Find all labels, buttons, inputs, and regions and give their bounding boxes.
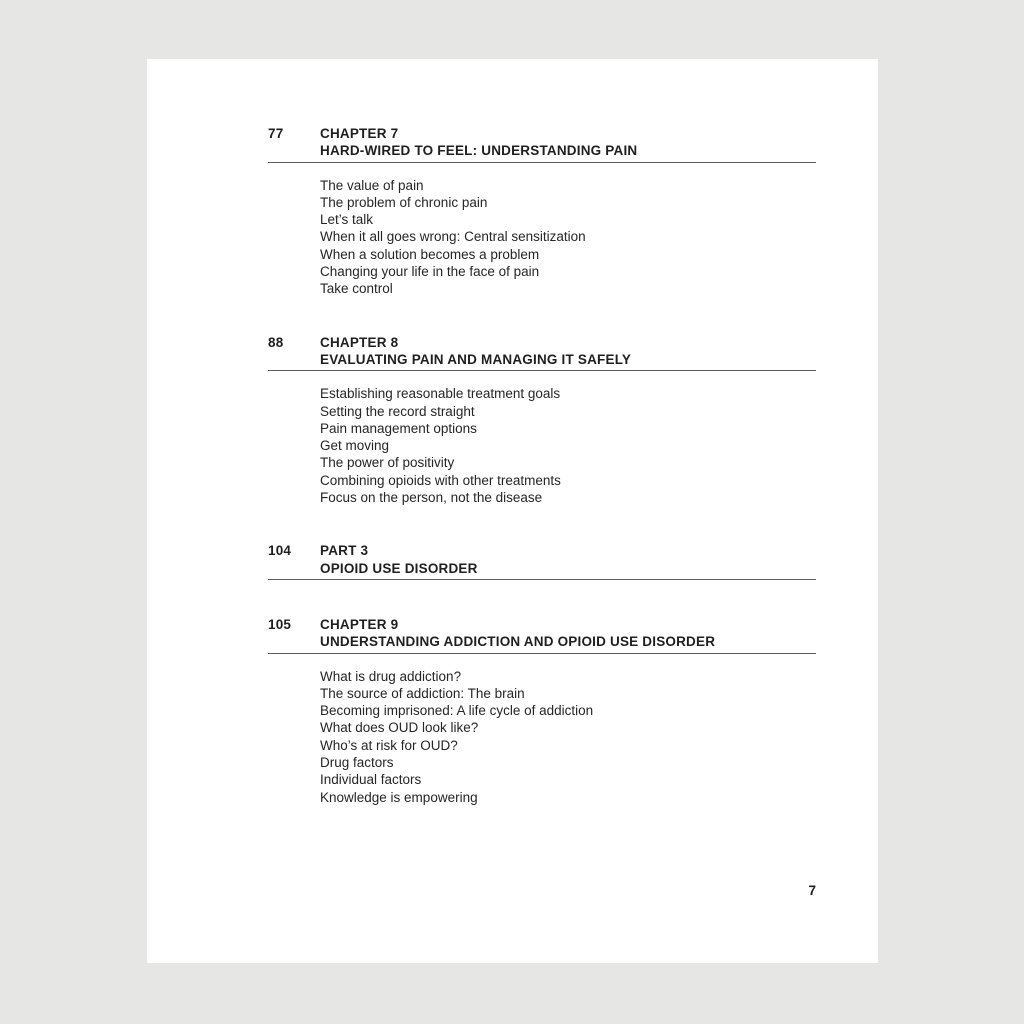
section-item-list <box>320 385 816 506</box>
book-page <box>147 59 878 963</box>
toc-section-chapter-7 <box>268 125 816 298</box>
chapter-page-number: 88 <box>268 334 284 350</box>
folio-page-number: 7 <box>808 883 816 898</box>
chapter-page-number: 77 <box>268 126 284 141</box>
chapter-title <box>320 334 816 369</box>
toc-section-part-3 <box>268 542 816 580</box>
toc-item: What is drug addiction? <box>320 668 462 684</box>
section-item-list <box>320 668 816 806</box>
toc-item: The problem of chronic pain <box>320 194 488 210</box>
chapter-label: CHAPTER 7 <box>320 126 399 141</box>
chapter-page-number: 105 <box>268 616 292 632</box>
toc-item: Pain management options <box>320 420 477 436</box>
part-page-number: 104 <box>268 543 292 559</box>
chapter-subtitle: HARD-WIRED TO FEEL: UNDERSTANDING PAIN <box>320 143 638 159</box>
toc-item: Drug factors <box>320 755 394 771</box>
toc-section-chapter-8 <box>268 334 816 507</box>
section-item-list <box>320 177 816 298</box>
toc-item: Who’s at risk for OUD? <box>320 737 458 753</box>
chapter-label: CHAPTER 8 <box>320 334 399 350</box>
toc-item: Combining opioids with other treatments <box>320 472 561 488</box>
toc-item: When a solution becomes a problem <box>320 246 540 262</box>
section-header <box>268 125 816 163</box>
table-of-contents <box>268 125 816 842</box>
chapter-title <box>320 616 816 651</box>
toc-item: Establishing reasonable treatment goals <box>320 386 561 402</box>
toc-item: What does OUD look like? <box>320 720 479 736</box>
chapter-subtitle: UNDERSTANDING ADDICTION AND OPIOID USE DISORDER <box>320 634 716 650</box>
section-header <box>268 542 816 580</box>
toc-item: Setting the record straight <box>320 403 475 419</box>
section-header <box>268 334 816 372</box>
toc-item: Take control <box>320 281 393 297</box>
toc-item: Get moving <box>320 438 390 454</box>
toc-item: The power of positivity <box>320 455 455 471</box>
toc-section-chapter-9 <box>268 616 816 806</box>
part-label: PART 3 <box>320 543 369 559</box>
section-header <box>268 616 816 654</box>
chapter-title <box>320 125 816 160</box>
chapter-label: CHAPTER 9 <box>320 616 399 632</box>
toc-item: Focus on the person, not the disease <box>320 490 543 506</box>
toc-item: The source of addiction: The brain <box>320 685 525 701</box>
part-subtitle: OPIOID USE DISORDER <box>320 560 478 576</box>
toc-item: Let’s talk <box>320 212 374 228</box>
toc-item: The value of pain <box>320 177 424 193</box>
chapter-subtitle: EVALUATING PAIN AND MANAGING IT SAFELY <box>320 351 632 367</box>
toc-item: Changing your life in the face of pain <box>320 264 540 280</box>
toc-item: Becoming imprisoned: A life cycle of addiction <box>320 703 594 719</box>
toc-item: Individual factors <box>320 772 422 788</box>
toc-item: Knowledge is empowering <box>320 789 478 805</box>
part-title <box>320 542 816 577</box>
toc-item: When it all goes wrong: Central sensitization <box>320 229 586 245</box>
